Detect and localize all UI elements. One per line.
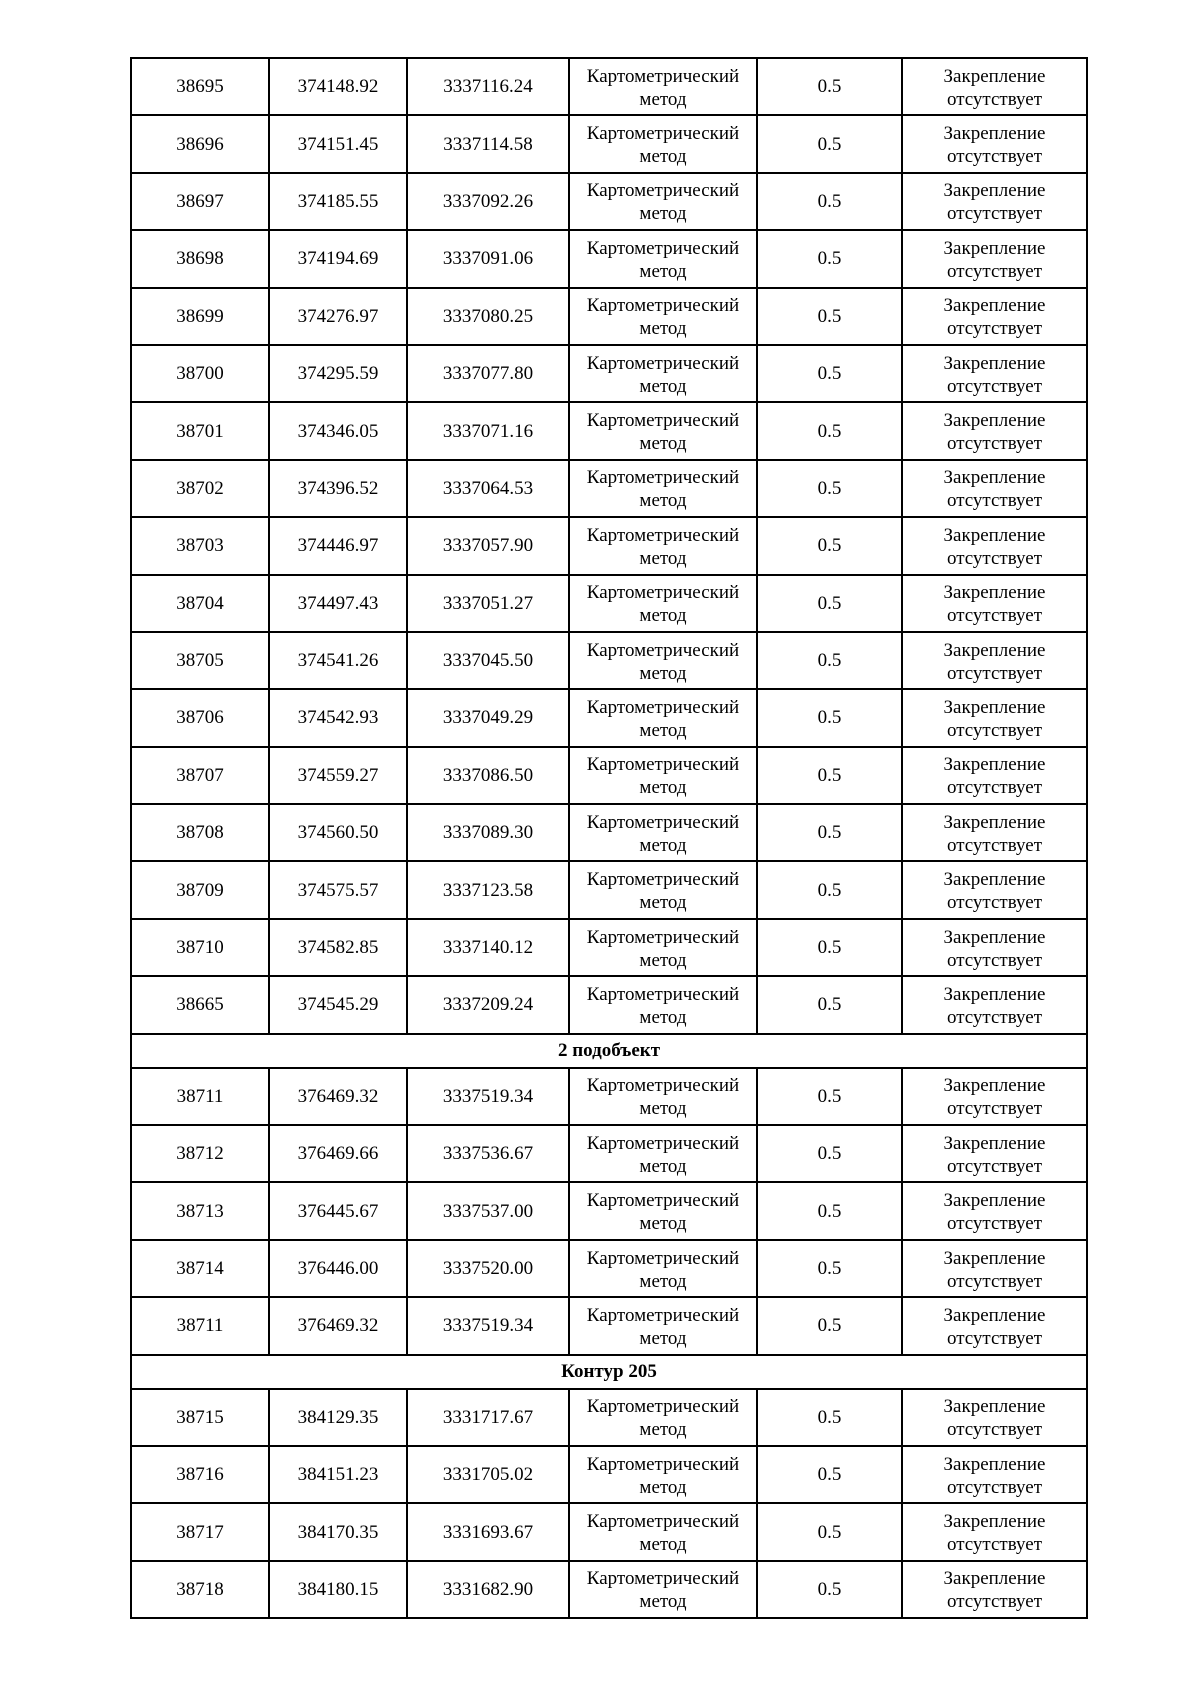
fixation-cell-text: Закрепление отсутствует [943,1396,1046,1441]
method-cell [569,747,757,804]
y-coordinate-cell: 3337071.16 [407,402,569,459]
x-coordinate-cell: 374541.26 [269,632,407,689]
x-coordinate-cell: 374545.29 [269,976,407,1033]
method-cell [569,402,757,459]
x-coordinate-cell: 376469.32 [269,1068,407,1125]
method-cell [569,460,757,517]
fixation-cell [902,1297,1087,1354]
point-number-cell: 38697 [131,173,269,230]
method-cell-text: Картометрический метод [586,1190,740,1235]
x-coordinate-cell: 376469.32 [269,1297,407,1354]
table-body [131,58,1087,1618]
x-coordinate-cell: 374396.52 [269,460,407,517]
method-cell [569,575,757,632]
fixation-cell-text: Закрепление отсутствует [943,582,1046,627]
table-row [131,804,1087,861]
y-coordinate-cell: 3337045.50 [407,632,569,689]
point-number-cell: 38700 [131,345,269,402]
x-coordinate-cell: 374446.97 [269,517,407,574]
point-number-cell: 38665 [131,976,269,1033]
method-cell [569,58,757,115]
fixation-cell-text: Закрепление отсутствует [943,811,1046,856]
accuracy-cell: 0.5 [757,747,902,804]
fixation-cell [902,1503,1087,1560]
point-number-cell: 38713 [131,1182,269,1239]
fixation-cell-text: Закрепление отсутствует [943,65,1046,110]
method-cell-text: Картометрический метод [586,1132,740,1177]
accuracy-cell: 0.5 [757,632,902,689]
fixation-cell-text: Закрепление отсутствует [943,295,1046,340]
table-row [131,460,1087,517]
accuracy-cell: 0.5 [757,460,902,517]
point-number-cell: 38718 [131,1561,269,1618]
method-cell-text: Картометрический метод [586,1396,740,1441]
accuracy-cell: 0.5 [757,919,902,976]
table-row [131,1389,1087,1446]
fixation-cell [902,173,1087,230]
method-cell-text: Картометрический метод [586,180,740,225]
y-coordinate-cell: 3331705.02 [407,1446,569,1503]
method-cell [569,919,757,976]
method-cell-text: Картометрический метод [586,123,740,168]
fixation-cell-text: Закрепление отсутствует [943,1453,1046,1498]
y-coordinate-cell: 3331717.67 [407,1389,569,1446]
point-number-cell: 38704 [131,575,269,632]
section-title: 2 подобъект [131,1034,1087,1068]
accuracy-cell: 0.5 [757,804,902,861]
method-cell-text: Картометрический метод [586,467,740,512]
method-cell-text: Картометрический метод [586,352,740,397]
fixation-cell-text: Закрепление отсутствует [943,180,1046,225]
method-cell [569,804,757,861]
method-cell-text: Картометрический метод [586,237,740,282]
table-row [131,115,1087,172]
method-cell [569,976,757,1033]
table-row [131,230,1087,287]
fixation-cell-text: Закрепление отсутствует [943,410,1046,455]
point-number-cell: 38711 [131,1297,269,1354]
fixation-cell [902,1446,1087,1503]
method-cell-text: Картометрический метод [586,811,740,856]
x-coordinate-cell: 384129.35 [269,1389,407,1446]
point-number-cell: 38706 [131,689,269,746]
accuracy-cell: 0.5 [757,58,902,115]
fixation-cell [902,1125,1087,1182]
fixation-cell-text: Закрепление отсутствует [943,983,1046,1028]
accuracy-cell: 0.5 [757,575,902,632]
x-coordinate-cell: 374560.50 [269,804,407,861]
x-coordinate-cell: 376469.66 [269,1125,407,1182]
method-cell [569,1125,757,1182]
fixation-cell [902,919,1087,976]
x-coordinate-cell: 384151.23 [269,1446,407,1503]
y-coordinate-cell: 3337114.58 [407,115,569,172]
fixation-cell-text: Закрепление отсутствует [943,237,1046,282]
table-row [131,919,1087,976]
point-number-cell: 38714 [131,1240,269,1297]
y-coordinate-cell: 3337049.29 [407,689,569,746]
accuracy-cell: 0.5 [757,345,902,402]
table-row [131,689,1087,746]
method-cell-text: Картометрический метод [586,582,740,627]
method-cell [569,288,757,345]
point-number-cell: 38710 [131,919,269,976]
table-row [131,575,1087,632]
x-coordinate-cell: 374575.57 [269,861,407,918]
point-number-cell: 38708 [131,804,269,861]
table-row [131,173,1087,230]
accuracy-cell: 0.5 [757,1240,902,1297]
fixation-cell [902,1561,1087,1618]
fixation-cell [902,689,1087,746]
point-number-cell: 38715 [131,1389,269,1446]
fixation-cell-text: Закрепление отсутствует [943,524,1046,569]
method-cell [569,1503,757,1560]
section-header-row [131,1034,1087,1068]
x-coordinate-cell: 374582.85 [269,919,407,976]
accuracy-cell: 0.5 [757,1389,902,1446]
method-cell-text: Картометрический метод [586,639,740,684]
fixation-cell-text: Закрепление отсутствует [943,1568,1046,1613]
fixation-cell [902,861,1087,918]
method-cell-text: Картометрический метод [586,1304,740,1349]
fixation-cell [902,804,1087,861]
y-coordinate-cell: 3337116.24 [407,58,569,115]
table-row [131,345,1087,402]
fixation-cell-text: Закрепление отсутствует [943,123,1046,168]
method-cell-text: Картометрический метод [586,295,740,340]
y-coordinate-cell: 3337064.53 [407,460,569,517]
x-coordinate-cell: 376446.00 [269,1240,407,1297]
method-cell [569,1240,757,1297]
y-coordinate-cell: 3337209.24 [407,976,569,1033]
table-row [131,58,1087,115]
table-row [131,976,1087,1033]
y-coordinate-cell: 3337537.00 [407,1182,569,1239]
method-cell-text: Картометрический метод [586,524,740,569]
fixation-cell [902,402,1087,459]
point-number-cell: 38712 [131,1125,269,1182]
table-row [131,1068,1087,1125]
y-coordinate-cell: 3337140.12 [407,919,569,976]
x-coordinate-cell: 374559.27 [269,747,407,804]
method-cell-text: Картометрический метод [586,1511,740,1556]
method-cell-text: Картометрический метод [586,410,740,455]
fixation-cell [902,1068,1087,1125]
point-number-cell: 38705 [131,632,269,689]
x-coordinate-cell: 374148.92 [269,58,407,115]
accuracy-cell: 0.5 [757,1182,902,1239]
method-cell-text: Картометрический метод [586,754,740,799]
fixation-cell [902,1240,1087,1297]
point-number-cell: 38698 [131,230,269,287]
y-coordinate-cell: 3337520.00 [407,1240,569,1297]
fixation-cell-text: Закрепление отсутствует [943,1132,1046,1177]
accuracy-cell: 0.5 [757,517,902,574]
x-coordinate-cell: 374194.69 [269,230,407,287]
fixation-cell-text: Закрепление отсутствует [943,467,1046,512]
method-cell-text: Картометрический метод [586,869,740,914]
table-row [131,861,1087,918]
point-number-cell: 38699 [131,288,269,345]
fixation-cell-text: Закрепление отсутствует [943,869,1046,914]
point-number-cell: 38717 [131,1503,269,1560]
accuracy-cell: 0.5 [757,115,902,172]
y-coordinate-cell: 3337077.80 [407,345,569,402]
accuracy-cell: 0.5 [757,689,902,746]
method-cell-text: Картометрический метод [586,983,740,1028]
section-title: Контур 205 [131,1355,1087,1389]
table-row [131,747,1087,804]
table-row [131,1561,1087,1618]
method-cell [569,1297,757,1354]
point-number-cell: 38716 [131,1446,269,1503]
fixation-cell-text: Закрепление отсутствует [943,1075,1046,1120]
y-coordinate-cell: 3337080.25 [407,288,569,345]
fixation-cell [902,230,1087,287]
accuracy-cell: 0.5 [757,1561,902,1618]
method-cell-text: Картометрический метод [586,1247,740,1292]
fixation-cell-text: Закрепление отсутствует [943,639,1046,684]
accuracy-cell: 0.5 [757,1297,902,1354]
method-cell [569,1182,757,1239]
y-coordinate-cell: 3337057.90 [407,517,569,574]
fixation-cell [902,288,1087,345]
fixation-cell [902,345,1087,402]
fixation-cell [902,1389,1087,1446]
x-coordinate-cell: 374151.45 [269,115,407,172]
point-number-cell: 38696 [131,115,269,172]
table-row [131,1182,1087,1239]
y-coordinate-cell: 3337519.34 [407,1068,569,1125]
y-coordinate-cell: 3337051.27 [407,575,569,632]
fixation-cell [902,58,1087,115]
method-cell [569,1068,757,1125]
accuracy-cell: 0.5 [757,288,902,345]
table-row [131,1446,1087,1503]
point-number-cell: 38701 [131,402,269,459]
point-number-cell: 38711 [131,1068,269,1125]
x-coordinate-cell: 384170.35 [269,1503,407,1560]
fixation-cell [902,460,1087,517]
fixation-cell [902,976,1087,1033]
y-coordinate-cell: 3331682.90 [407,1561,569,1618]
x-coordinate-cell: 374346.05 [269,402,407,459]
accuracy-cell: 0.5 [757,1125,902,1182]
x-coordinate-cell: 374542.93 [269,689,407,746]
method-cell [569,689,757,746]
fixation-cell-text: Закрепление отсутствует [943,754,1046,799]
method-cell-text: Картометрический метод [586,1453,740,1498]
y-coordinate-cell: 3337536.67 [407,1125,569,1182]
table-row [131,288,1087,345]
point-number-cell: 38709 [131,861,269,918]
method-cell-text: Картометрический метод [586,926,740,971]
y-coordinate-cell: 3337091.06 [407,230,569,287]
table-row [131,1125,1087,1182]
x-coordinate-cell: 374276.97 [269,288,407,345]
table-row [131,1297,1087,1354]
table-row [131,1503,1087,1560]
point-number-cell: 38695 [131,58,269,115]
method-cell [569,632,757,689]
fixation-cell [902,575,1087,632]
y-coordinate-cell: 3331693.67 [407,1503,569,1560]
method-cell [569,1561,757,1618]
fixation-cell-text: Закрепление отсутствует [943,1190,1046,1235]
coordinates-table [130,57,1088,1619]
method-cell-text: Картометрический метод [586,696,740,741]
point-number-cell: 38707 [131,747,269,804]
x-coordinate-cell: 374295.59 [269,345,407,402]
method-cell [569,517,757,574]
x-coordinate-cell: 376445.67 [269,1182,407,1239]
table-row [131,517,1087,574]
section-header-row [131,1355,1087,1389]
table-row [131,632,1087,689]
accuracy-cell: 0.5 [757,402,902,459]
x-coordinate-cell: 374185.55 [269,173,407,230]
fixation-cell-text: Закрепление отсутствует [943,1247,1046,1292]
fixation-cell [902,632,1087,689]
method-cell-text: Картометрический метод [586,1075,740,1120]
point-number-cell: 38703 [131,517,269,574]
x-coordinate-cell: 374497.43 [269,575,407,632]
accuracy-cell: 0.5 [757,1503,902,1560]
fixation-cell-text: Закрепление отсутствует [943,696,1046,741]
fixation-cell [902,1182,1087,1239]
point-number-cell: 38702 [131,460,269,517]
table-row [131,402,1087,459]
accuracy-cell: 0.5 [757,230,902,287]
fixation-cell-text: Закрепление отсутствует [943,352,1046,397]
y-coordinate-cell: 3337092.26 [407,173,569,230]
fixation-cell [902,115,1087,172]
method-cell-text: Картометрический метод [586,1568,740,1613]
method-cell-text: Картометрический метод [586,65,740,110]
accuracy-cell: 0.5 [757,1068,902,1125]
method-cell [569,173,757,230]
fixation-cell-text: Закрепление отсутствует [943,926,1046,971]
accuracy-cell: 0.5 [757,1446,902,1503]
fixation-cell-text: Закрепление отсутствует [943,1304,1046,1349]
fixation-cell-text: Закрепление отсутствует [943,1511,1046,1556]
method-cell [569,1389,757,1446]
table-row [131,1240,1087,1297]
x-coordinate-cell: 384180.15 [269,1561,407,1618]
method-cell [569,115,757,172]
method-cell [569,230,757,287]
y-coordinate-cell: 3337089.30 [407,804,569,861]
accuracy-cell: 0.5 [757,861,902,918]
accuracy-cell: 0.5 [757,976,902,1033]
y-coordinate-cell: 3337086.50 [407,747,569,804]
accuracy-cell: 0.5 [757,173,902,230]
fixation-cell [902,517,1087,574]
method-cell [569,345,757,402]
method-cell [569,861,757,918]
fixation-cell [902,747,1087,804]
y-coordinate-cell: 3337519.34 [407,1297,569,1354]
method-cell [569,1446,757,1503]
y-coordinate-cell: 3337123.58 [407,861,569,918]
